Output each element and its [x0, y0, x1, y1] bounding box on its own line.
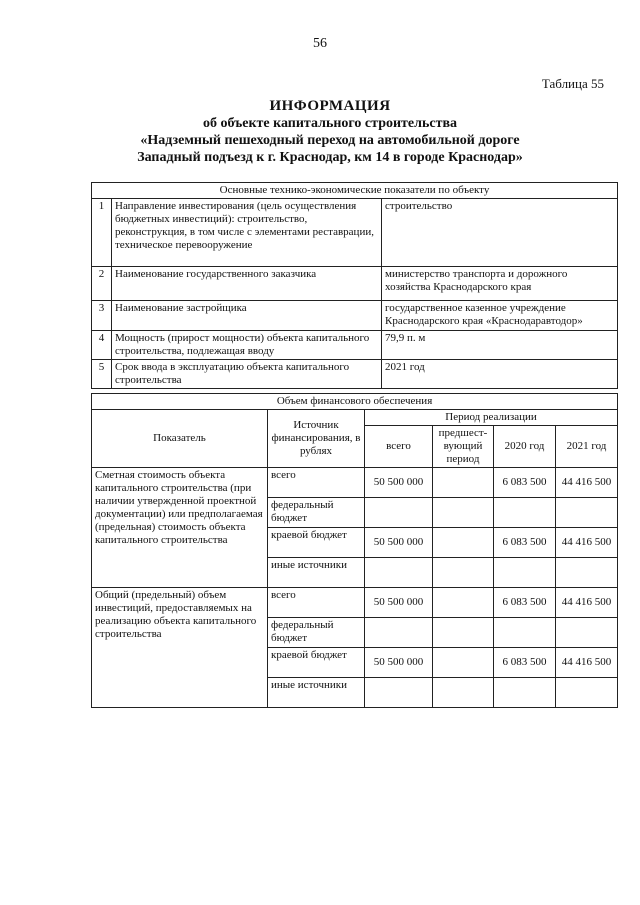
header-total: всего — [365, 426, 433, 468]
row-value: 79,9 п. м — [382, 331, 618, 360]
heading-title: ИНФОРМАЦИЯ — [269, 98, 391, 114]
y2020-cell — [494, 678, 556, 708]
source-cell: всего — [268, 468, 365, 498]
row-value: строительство — [382, 199, 618, 267]
table-row — [92, 468, 618, 498]
table-row — [92, 199, 618, 267]
fin-section-header: Объем финансового обеспечения — [92, 394, 618, 410]
previous-cell — [433, 618, 494, 648]
technical-indicators-table — [91, 182, 618, 389]
previous-cell — [433, 588, 494, 618]
y2021-cell: 44 416 500 — [556, 588, 618, 618]
row-label: Наименование государственного заказчика — [112, 267, 382, 301]
table-row — [92, 267, 618, 301]
source-cell: иные источники — [268, 678, 365, 708]
total-cell: 50 500 000 — [365, 468, 433, 498]
y2021-cell — [556, 498, 618, 528]
source-cell: федеральный бюджет — [268, 498, 365, 528]
total-cell — [365, 558, 433, 588]
header-2021: 2021 год — [556, 426, 618, 468]
row-number: 1 — [92, 199, 112, 267]
total-cell: 50 500 000 — [365, 648, 433, 678]
row-label: Срок ввода в эксплуатацию объекта капитального строительства — [112, 360, 382, 389]
previous-cell — [433, 468, 494, 498]
previous-cell — [433, 648, 494, 678]
y2020-cell — [494, 498, 556, 528]
y2020-cell: 6 083 500 — [494, 588, 556, 618]
y2021-cell: 44 416 500 — [556, 528, 618, 558]
y2021-cell: 44 416 500 — [556, 468, 618, 498]
y2020-cell: 6 083 500 — [494, 468, 556, 498]
table-row — [92, 331, 618, 360]
heading-line-2: «Надземный пешеходный переход на автомобильной дороге — [140, 133, 520, 148]
total-cell — [365, 498, 433, 528]
row-value: 2021 год — [382, 360, 618, 389]
table-row — [92, 360, 618, 389]
source-cell: федеральный бюджет — [268, 618, 365, 648]
previous-cell — [433, 678, 494, 708]
y2021-cell — [556, 558, 618, 588]
source-cell: иные источники — [268, 558, 365, 588]
row-number: 4 — [92, 331, 112, 360]
total-cell: 50 500 000 — [365, 588, 433, 618]
row-number: 2 — [92, 267, 112, 301]
financing-table — [91, 393, 618, 708]
row-value: государственное казенное учреждение Краснодарского края «Краснодаравтодор» — [382, 301, 618, 331]
source-cell: всего — [268, 588, 365, 618]
header-source: Источник финансирования, в рублях — [268, 410, 365, 468]
source-cell: краевой бюджет — [268, 648, 365, 678]
previous-cell — [433, 558, 494, 588]
total-cell — [365, 618, 433, 648]
table-row — [92, 301, 618, 331]
total-cell — [365, 678, 433, 708]
source-cell: краевой бюджет — [268, 528, 365, 558]
row-label: Мощность (прирост мощности) объекта капитального строительства, подлежащая вводу — [112, 331, 382, 360]
table-number: Таблица 55 — [541, 76, 604, 91]
total-cell: 50 500 000 — [365, 528, 433, 558]
header-previous: предшест-вующий период — [433, 426, 494, 468]
header-indicator: Показатель — [92, 410, 268, 468]
y2021-cell: 44 416 500 — [556, 648, 618, 678]
page-number: 56 — [313, 36, 327, 51]
tech-section-header: Основные технико-экономические показатели по объекту — [92, 183, 618, 199]
y2021-cell — [556, 678, 618, 708]
document-heading — [60, 98, 600, 166]
row-value: министерство транспорта и дорожного хозяйства Краснодарского края — [382, 267, 618, 301]
header-2020: 2020 год — [494, 426, 556, 468]
y2020-cell: 6 083 500 — [494, 528, 556, 558]
row-label: Наименование застройщика — [112, 301, 382, 331]
y2020-cell — [494, 618, 556, 648]
previous-cell — [433, 528, 494, 558]
row-number: 3 — [92, 301, 112, 331]
row-label: Направление инвестирования (цель осуществления бюджетных инвестиций): строительство, реконструкция, в том числе с элементами реставрации, техническое перевооружение — [112, 199, 382, 267]
previous-cell — [433, 498, 494, 528]
y2020-cell: 6 083 500 — [494, 648, 556, 678]
y2021-cell — [556, 618, 618, 648]
group-indicator: Сметная стоимость объекта капитального строительства (при наличии утвержденной проектной документации) или предполагаемая (предельная) стоимость объекта капитального строительства — [92, 468, 268, 588]
group-indicator: Общий (предельный) объем инвестиций, предоставляемых на реализацию объекта капитального строительства — [92, 588, 268, 708]
heading-line-1: об объекте капитального строительства — [202, 116, 458, 131]
heading-line-3: Западный подъезд к г. Краснодар, км 14 в городе Краснодар» — [137, 150, 523, 165]
table-row — [92, 588, 618, 618]
header-period: Период реализации — [365, 410, 618, 426]
y2020-cell — [494, 558, 556, 588]
row-number: 5 — [92, 360, 112, 389]
